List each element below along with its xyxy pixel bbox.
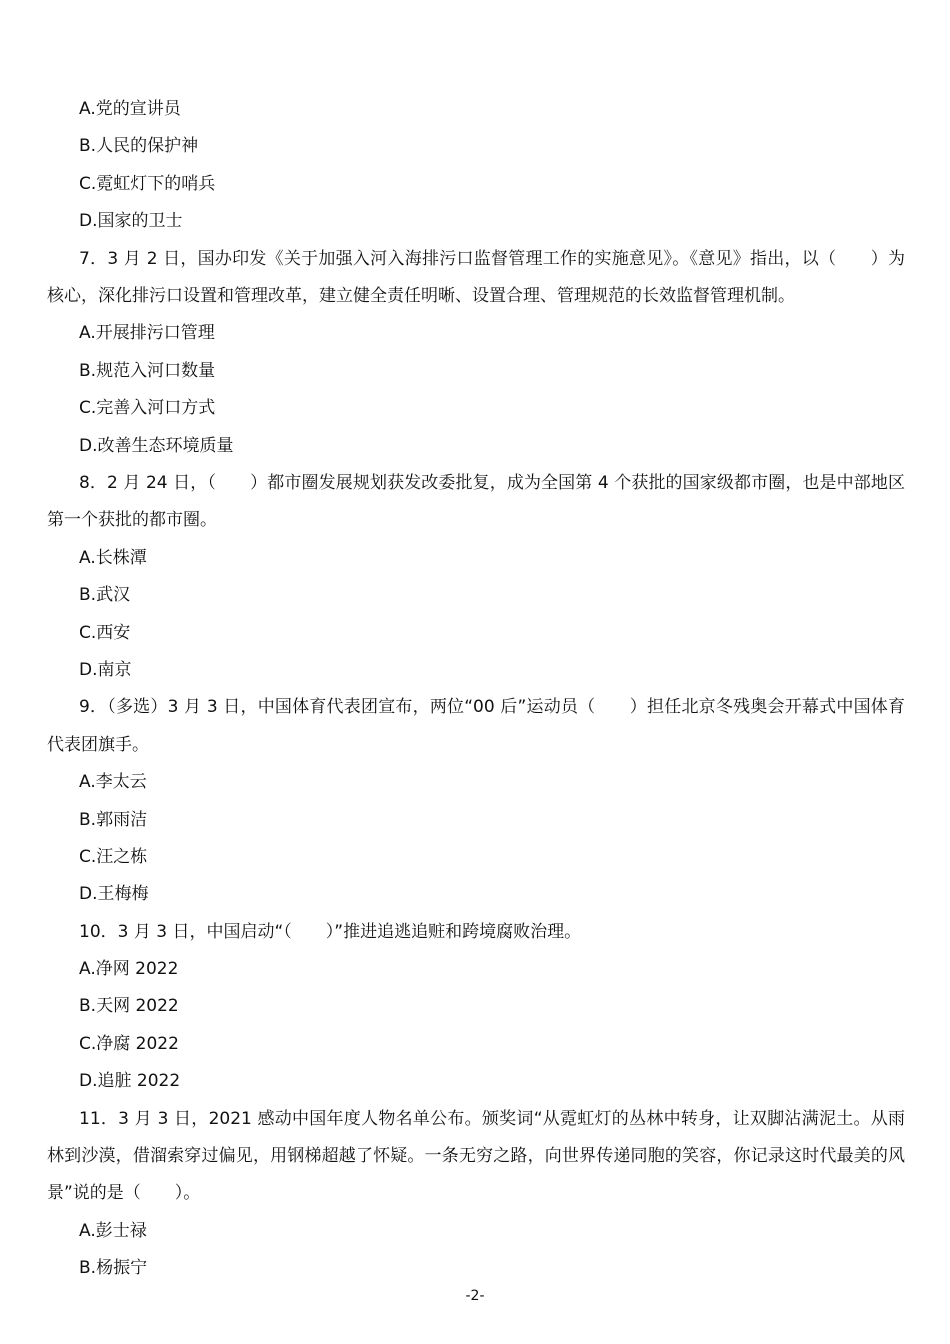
question-8: [47, 465, 905, 689]
option-11-a: A.彭士禄: [79, 1220, 147, 1241]
question-7-stem: 7．3 月 2 日，国办印发《关于加强入河入海排污口监督管理工作的实施意见》。《意见》指出，以（ ）为核心，深化排污口设置和管理改革，建立健全责任明晰、设置合理、管理规范的长效监督管理机制。: [47, 248, 905, 306]
question-10-stem: 10．3 月 3 日，中国启动“（ ）”推进追逃追赃和跨境腐败治理。: [79, 921, 582, 942]
option-7-d: D.改善生态环境质量: [79, 435, 234, 456]
question-8-stem: 8．2 月 24 日，（ ）都市圈发展规划获发改委批复，成为全国第 4 个获批的国家级都市圈，也是中部地区第一个获批的都市圈。: [47, 472, 905, 531]
option-7-c: C.完善入河口方式: [79, 398, 216, 419]
option-10-d: D.追脏 2022: [79, 1071, 181, 1092]
option-10-a: A.净网 2022: [79, 959, 179, 980]
option-8-b: B.武汉: [79, 585, 131, 606]
option-8-c: C.西安: [79, 622, 131, 643]
question-9-stem: 9．（多选）3 月 3 日，中国体育代表团宣布，两位“00 后”运动员（ ）担任北京冬残奥会开幕式中国体育代表团旗手。: [47, 697, 905, 755]
question-11: [47, 1101, 905, 1288]
option-9-b: B.郭雨洁: [79, 809, 148, 830]
question-9: [47, 689, 905, 913]
question-10: [47, 914, 905, 1101]
option-7-a: A.开展排污口管理: [79, 323, 215, 344]
question-11-stem: 11．3 月 3 日，2021 感动中国年度人物名单公布。颁奖词“从霓虹灯的丛林中转身，让双脚沾满泥土。从雨林到沙漠，借溜索穿过偏见，用钢梯超越了怀疑。一条无穷之路，向世界传递同胞的笑容，你记录这时代最美的风景”说的是（ ）。: [47, 1108, 905, 1204]
question-6-options: [47, 91, 905, 241]
option-10-c: C.净腐 2022: [79, 1033, 179, 1054]
option-9-a: A.李太云: [79, 772, 147, 793]
option-9-c: C.汪之栋: [79, 846, 148, 867]
page-content: [47, 91, 905, 1288]
option-6-a: A.党的宣讲员: [79, 99, 181, 119]
option-10-b: B.天网 2022: [79, 996, 179, 1017]
question-7: [47, 241, 905, 465]
option-6-d: D.国家的卫士: [79, 211, 183, 232]
option-7-b: B.规范入河口数量: [79, 360, 216, 381]
page-number: -2-: [465, 1288, 485, 1304]
option-6-b: B.人民的保护神: [79, 136, 199, 157]
option-8-a: A.长株潭: [79, 547, 147, 568]
option-8-d: D.南京: [79, 659, 132, 680]
option-6-c: C.霓虹灯下的哨兵: [79, 173, 216, 194]
option-11-b: B.杨振宁: [79, 1258, 148, 1279]
option-9-d: D.王梅梅: [79, 884, 149, 905]
